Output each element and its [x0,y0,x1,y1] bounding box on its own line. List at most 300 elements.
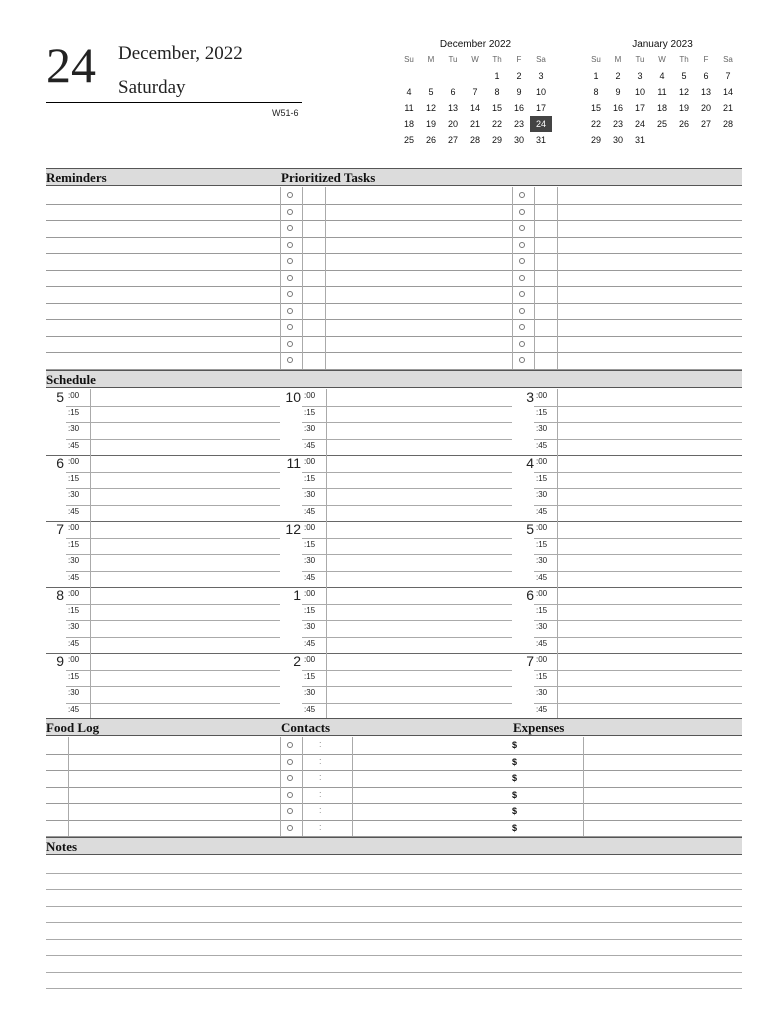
schedule-slot-line[interactable] [66,472,280,473]
food-log-line[interactable] [46,820,280,821]
schedule-slot-line[interactable] [302,620,512,621]
task-column-divider [534,187,535,369]
schedule-slot-line[interactable] [46,587,280,588]
schedule-minute-label: :00 [536,523,548,532]
calendar-day[interactable]: 25 [403,135,414,145]
task-checkbox[interactable] [519,324,525,330]
notes-line[interactable] [46,906,742,907]
calendar-day[interactable]: 12 [678,87,689,97]
reminder-line[interactable] [46,319,280,320]
notes-line[interactable] [46,922,742,923]
task-checkbox[interactable] [287,275,293,281]
schedule-slot-line[interactable] [66,505,280,506]
schedule-slot-line[interactable] [46,455,280,456]
schedule-minute-label: :45 [68,506,80,516]
notes-line[interactable] [46,988,742,989]
calendar-weekday: W [471,55,479,64]
task-line[interactable] [280,204,512,205]
task-line[interactable] [512,303,742,304]
schedule-slot-line[interactable] [534,637,742,638]
task-line[interactable] [280,352,512,353]
reminder-line[interactable] [46,270,280,271]
schedule-slot-line[interactable] [280,587,512,588]
contact-checkbox[interactable] [287,808,293,814]
calendar-day[interactable]: 7 [725,71,731,81]
calendar-day[interactable]: 27 [447,135,458,145]
contact-checkbox[interactable] [287,775,293,781]
schedule-slot-line[interactable] [302,472,512,473]
reminder-line[interactable] [46,220,280,221]
calendar-day[interactable]: 18 [656,103,667,113]
food-log-line[interactable] [46,787,280,788]
task-checkbox[interactable] [519,242,525,248]
task-line[interactable] [512,336,742,337]
schedule-column-divider [90,389,91,719]
schedule-slot-line[interactable] [46,653,280,654]
task-checkbox[interactable] [287,341,293,347]
mini-calendar-january [585,38,740,148]
schedule-slot-line[interactable] [534,406,742,407]
calendar-day[interactable]: 10 [535,87,546,97]
calendar-day[interactable]: 1 [593,71,599,81]
contact-separator: : [319,788,322,799]
calendar-day[interactable]: 29 [491,135,502,145]
task-checkbox[interactable] [519,258,525,264]
calendar-weekday: Th [492,55,502,64]
task-line[interactable] [512,253,742,254]
reminder-line[interactable] [46,352,280,353]
schedule-slot-line[interactable] [534,554,742,555]
contact-checkbox[interactable] [287,825,293,831]
calendar-day[interactable]: 22 [590,119,601,129]
expense-line[interactable] [512,770,742,771]
schedule-slot-line[interactable] [534,505,742,506]
schedule-slot-line[interactable] [534,703,742,704]
calendar-day[interactable]: 11 [657,87,667,97]
expense-currency: $ [512,773,518,783]
schedule-slot-line[interactable] [66,422,280,423]
calendar-weekday: M [427,55,435,64]
task-checkbox[interactable] [287,291,293,297]
schedule-minute-label: :15 [304,473,316,483]
task-checkbox[interactable] [519,291,525,297]
schedule-hour-label: 4 [526,455,534,471]
contact-line[interactable] [280,820,512,821]
calendar-day[interactable]: 18 [403,119,414,129]
calendar-day[interactable]: 8 [593,87,599,97]
schedule-hour-label: 2 [293,653,301,669]
calendar-day[interactable]: 30 [513,135,524,145]
calendar-day[interactable]: 19 [425,119,436,129]
task-checkbox[interactable] [519,357,525,363]
calendar-day[interactable]: 1 [494,71,500,81]
notes-line[interactable] [46,955,742,956]
task-line[interactable] [512,204,742,205]
schedule-minute-label: :00 [304,589,316,598]
calendar-empty-day [673,132,695,148]
task-checkbox[interactable] [519,308,525,314]
schedule-slot-line[interactable] [534,422,742,423]
schedule-minute-label: :45 [304,704,316,714]
schedule-minute-label: :45 [536,638,548,648]
schedule-minute-label: :30 [68,622,80,631]
schedule-slot-line[interactable] [280,653,512,654]
schedule-slot-line[interactable] [512,653,742,654]
calendar-week [585,84,740,100]
schedule-minute-label: :00 [68,523,80,532]
calendar-day[interactable]: 26 [425,135,436,145]
schedule-slot-line[interactable] [534,686,742,687]
calendar-week [585,68,740,84]
task-checkbox[interactable] [519,209,525,215]
schedule-slot-line[interactable] [280,521,512,522]
schedule-minute-label: :30 [68,424,80,433]
schedule-slot-line[interactable] [534,571,742,572]
schedule-slot-line[interactable] [512,521,742,522]
schedule-minute-label: :00 [304,655,316,664]
task-checkbox[interactable] [519,275,525,281]
schedule-minute-label: :30 [304,688,316,697]
task-checkbox[interactable] [287,308,293,314]
schedule-slot-line[interactable] [66,637,280,638]
calendar-day[interactable]: 28 [469,135,480,145]
calendar-empty-day [695,132,717,148]
calendar-week [398,68,553,84]
contact-line[interactable] [280,803,512,804]
calendar-week [398,116,553,132]
log-column-divider [302,737,303,836]
schedule-slot-line[interactable] [66,571,280,572]
food-log-line[interactable] [46,803,280,804]
calendar-day[interactable]: 16 [513,103,524,113]
task-line[interactable] [280,270,512,271]
calendar-day[interactable]: 21 [469,119,480,129]
calendar-day[interactable]: 3 [538,71,544,81]
schedule-slot-line[interactable] [302,703,512,704]
task-line[interactable] [512,352,742,353]
schedule-slot-line[interactable] [66,488,280,489]
task-checkbox[interactable] [287,225,293,231]
task-line[interactable] [280,220,512,221]
calendar-day[interactable]: 4 [406,87,412,97]
schedule-minute-label: :45 [536,572,548,582]
calendar-empty-day [717,132,739,148]
schedule-slot-line[interactable] [302,686,512,687]
task-line[interactable] [280,286,512,287]
task-line[interactable] [512,220,742,221]
schedule-slot-line[interactable] [302,670,512,671]
schedule-minute-label: :30 [536,490,548,499]
schedule-title: Schedule [46,372,96,387]
day-number: 24 [46,37,96,93]
schedule-minute-label: :00 [536,655,548,664]
calendar-day[interactable]: 24 [530,116,552,132]
schedule-slot-line[interactable] [66,604,280,605]
task-checkbox[interactable] [287,324,293,330]
task-checkbox[interactable] [519,192,525,198]
task-line[interactable] [280,303,512,304]
expense-line[interactable] [512,754,742,755]
calendar-day[interactable]: 23 [612,119,623,129]
schedule-slot-line[interactable] [302,406,512,407]
calendar-day[interactable]: 28 [722,119,733,129]
schedule-slot-line[interactable] [66,554,280,555]
schedule-slot-line[interactable] [534,439,742,440]
calendar-empty-day [398,68,420,84]
task-checkbox[interactable] [287,209,293,215]
schedule-minute-label: :15 [304,539,316,549]
schedule-slot-line[interactable] [46,521,280,522]
calendar-day[interactable]: 9 [516,87,522,97]
schedule-minute-label: :00 [536,391,548,400]
task-line[interactable] [280,336,512,337]
week-code: W51-6 [272,108,299,118]
schedule-slot-line[interactable] [66,703,280,704]
calendar-day[interactable]: 30 [612,135,623,145]
reminders-tasks-header [46,168,742,186]
schedule-slot-line[interactable] [302,439,512,440]
schedule-minute-label: :30 [304,622,316,631]
calendar-empty-day [651,132,673,148]
schedule-slot-line[interactable] [534,670,742,671]
task-checkbox[interactable] [287,242,293,248]
calendar-day[interactable]: 3 [637,71,643,81]
contact-checkbox[interactable] [287,742,293,748]
contact-separator: : [319,821,322,832]
log-column-divider [352,737,353,836]
calendar-title: December 2022 [439,39,512,50]
contact-line[interactable] [280,754,512,755]
task-line[interactable] [512,270,742,271]
mini-calendar-december [398,38,553,148]
calendar-day[interactable]: 23 [513,119,524,129]
schedule-minute-label: :30 [536,622,548,631]
reminder-line[interactable] [46,336,280,337]
calendar-day[interactable]: 21 [722,103,733,113]
schedule-slot-line[interactable] [302,538,512,539]
calendar-day[interactable]: 31 [634,135,645,145]
task-column-divider [557,187,558,369]
calendar-day[interactable]: 13 [447,103,458,113]
task-checkbox[interactable] [287,357,293,363]
contact-checkbox[interactable] [287,759,293,765]
calendar-day[interactable]: 15 [590,103,601,113]
task-checkbox[interactable] [287,192,293,198]
food-log-title: Food Log [46,720,100,735]
schedule-slot-line[interactable] [302,571,512,572]
notes-line[interactable] [46,889,742,890]
calendar-weekday: F [703,55,709,64]
schedule-minute-label: :15 [304,605,316,615]
calendar-day[interactable]: 22 [491,119,502,129]
schedule-minute-label: :00 [304,457,316,466]
calendar-day[interactable]: 20 [700,103,711,113]
contact-line[interactable] [280,770,512,771]
calendar-day[interactable]: 27 [700,119,711,129]
calendar-day[interactable]: 6 [450,87,456,97]
schedule-minute-label: :00 [68,655,80,664]
task-line[interactable] [512,286,742,287]
calendar-day[interactable]: 4 [659,71,665,81]
expense-currency: $ [512,806,518,816]
schedule-minute-label: :15 [68,539,80,549]
schedule-minute-label: :45 [536,506,548,516]
calendar-day[interactable]: 2 [615,71,621,81]
schedule-slot-line[interactable] [302,422,512,423]
schedule-slot-line[interactable] [302,554,512,555]
calendar-title: January 2023 [632,39,693,50]
schedule-column-divider [326,389,327,719]
schedule-slot-line[interactable] [66,538,280,539]
calendar-day[interactable]: 26 [678,119,689,129]
task-checkbox[interactable] [287,258,293,264]
schedule-minute-label: :15 [536,671,548,681]
calendar-day[interactable]: 16 [612,103,623,113]
expense-line[interactable] [512,787,742,788]
notes-header [46,837,742,855]
expense-currency: $ [512,822,518,833]
schedule-minute-label: :45 [68,572,80,582]
task-checkbox[interactable] [519,341,525,347]
notes-line[interactable] [46,972,742,973]
schedule-column-divider [557,389,558,719]
calendar-day[interactable]: 24 [634,119,645,129]
calendar-day[interactable]: 11 [404,103,414,113]
expense-line[interactable] [512,820,742,821]
calendar-day[interactable]: 17 [535,103,546,113]
month-year: December, 2022 [118,43,243,64]
schedule-minute-label: :30 [536,556,548,565]
calendar-day[interactable]: 12 [425,103,436,113]
schedule-minute-label: :30 [68,490,80,499]
reminder-line[interactable] [46,204,280,205]
task-line[interactable] [280,253,512,254]
schedule-slot-line[interactable] [302,637,512,638]
schedule-slot-line[interactable] [534,604,742,605]
calendar-weekday: Tu [635,55,645,64]
schedule-minute-label: :00 [536,589,548,598]
schedule-slot-line[interactable] [66,620,280,621]
schedule-slot-line[interactable] [302,604,512,605]
schedule-minute-label: :45 [68,704,80,714]
calendar-day[interactable]: 14 [722,87,733,97]
contact-checkbox[interactable] [287,792,293,798]
calendar-day[interactable]: 6 [703,71,709,81]
task-line[interactable] [280,319,512,320]
reminder-line[interactable] [46,237,280,238]
reminder-line[interactable] [46,253,280,254]
schedule-slot-line[interactable] [512,587,742,588]
calendar-day[interactable]: 14 [469,103,480,113]
calendar-day[interactable]: 17 [634,103,645,113]
food-log-line[interactable] [46,770,280,771]
calendar-day[interactable]: 5 [428,87,434,97]
schedule-hour-label: 6 [526,587,534,603]
calendar-day[interactable]: 29 [590,135,601,145]
schedule-hour-label: 10 [285,389,301,405]
calendar-week [398,84,553,100]
schedule-minute-label: :30 [68,688,80,697]
schedule-slot-line[interactable] [280,455,512,456]
calendar-empty-day [442,68,464,84]
calendar-day[interactable]: 2 [516,71,522,81]
calendar-day[interactable]: 13 [700,87,711,97]
calendar-day[interactable]: 15 [491,103,502,113]
log-column-divider [280,737,281,836]
schedule-minute-label: :30 [304,556,316,565]
task-column-divider [325,187,326,369]
expense-currency: $ [512,789,518,800]
schedule-slot-line[interactable] [534,472,742,473]
calendar-day[interactable]: 10 [634,87,645,97]
schedule-hour-label: 6 [56,455,64,471]
schedule-minute-label: :15 [68,605,80,615]
calendar-day[interactable]: 7 [472,87,478,97]
expense-currency: $ [512,740,518,750]
schedule-slot-line[interactable] [512,455,742,456]
task-line[interactable] [512,237,742,238]
calendar-weekday: F [516,55,522,64]
task-line[interactable] [280,237,512,238]
calendar-empty-day [420,68,442,84]
calendar-day[interactable]: 8 [494,87,500,97]
calendar-day[interactable]: 31 [535,135,546,145]
schedule-minute-label: :15 [68,407,80,417]
schedule-slot-line[interactable] [66,686,280,687]
expense-line[interactable] [512,803,742,804]
schedule-header [46,370,742,388]
schedule-slot-line[interactable] [66,439,280,440]
contact-line[interactable] [280,787,512,788]
calendar-day[interactable]: 19 [678,103,689,113]
reminders-title: Reminders [46,170,107,185]
notes-line[interactable] [46,939,742,940]
task-line[interactable] [512,319,742,320]
weekday: Saturday [118,77,186,98]
schedule-slot-line[interactable] [534,620,742,621]
schedule-hour-label: 5 [526,521,534,537]
calendar-day[interactable]: 9 [615,87,621,97]
calendar-weekday: W [658,55,666,64]
schedule-minute-label: :00 [68,391,80,400]
reminder-line[interactable] [46,286,280,287]
schedule-slot-line[interactable] [534,538,742,539]
task-checkbox[interactable] [519,225,525,231]
notes-line[interactable] [46,873,742,874]
schedule-slot-line[interactable] [302,488,512,489]
calendar-weekday-row [398,52,553,68]
schedule-hour-label: 1 [293,587,301,603]
contacts-title: Contacts [281,720,331,735]
prioritized-tasks-title: Prioritized Tasks [281,170,376,185]
food-log-line[interactable] [46,754,280,755]
schedule-slot-line[interactable] [66,670,280,671]
notes-title: Notes [46,839,78,854]
calendar-day[interactable]: 20 [447,119,458,129]
schedule-minute-label: :15 [68,473,80,483]
schedule-hour-label: 8 [56,587,64,603]
calendar-weekday: M [614,55,622,64]
reminder-line[interactable] [46,303,280,304]
schedule-minute-label: :30 [536,688,548,697]
schedule-slot-line[interactable] [302,505,512,506]
calendar-empty-day [464,68,486,84]
schedule-hour-label: 7 [526,653,534,669]
calendar-day[interactable]: 5 [681,71,687,81]
schedule-slot-line[interactable] [534,488,742,489]
schedule-slot-line[interactable] [66,406,280,407]
calendar-day[interactable]: 25 [656,119,667,129]
